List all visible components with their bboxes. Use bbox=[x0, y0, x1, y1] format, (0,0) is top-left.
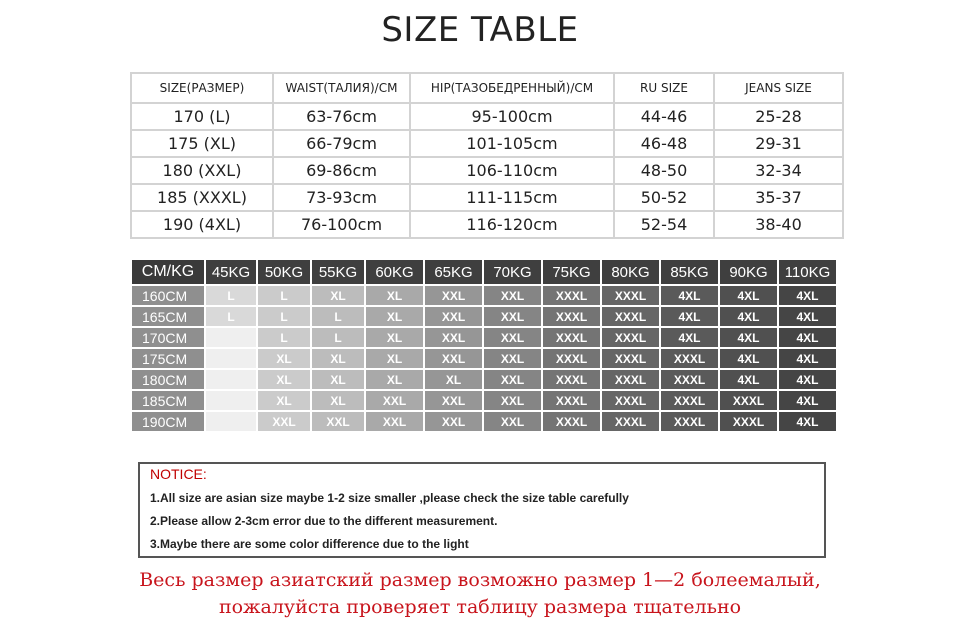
grid-row bbox=[132, 328, 836, 347]
ru-size-cell: 46-48 bbox=[614, 130, 714, 157]
grid-size-cell: XXL bbox=[484, 328, 541, 347]
waist-cell: 69-86cm bbox=[273, 157, 410, 184]
grid-size-cell: L bbox=[258, 328, 310, 347]
grid-weight-header: 55KG bbox=[312, 260, 364, 284]
grid-body bbox=[132, 286, 836, 431]
waist-cell: 63-76cm bbox=[273, 103, 410, 130]
grid-size-cell: 4XL bbox=[720, 370, 777, 389]
grid-size-cell: 4XL bbox=[779, 286, 836, 305]
weight-height-grid bbox=[130, 258, 838, 433]
grid-size-cell: XL bbox=[366, 370, 423, 389]
notice-line: 1.All size are asian size maybe 1-2 size smaller ,please check the size table carefully bbox=[150, 491, 629, 505]
grid-size-cell: XXL bbox=[425, 349, 482, 368]
hip-cell: 95-100cm bbox=[410, 103, 614, 130]
grid-size-cell: XXL bbox=[425, 307, 482, 326]
grid-size-cell: XXL bbox=[484, 370, 541, 389]
waist-cell: 73-93cm bbox=[273, 184, 410, 211]
size-cell: 175 (XL) bbox=[131, 130, 273, 157]
grid-size-cell: XXXL bbox=[602, 412, 659, 431]
grid-size-cell: XXXL bbox=[602, 286, 659, 305]
notice-box bbox=[138, 462, 826, 558]
hip-cell: 101-105cm bbox=[410, 130, 614, 157]
grid-size-cell: XXXL bbox=[602, 370, 659, 389]
notice-title: NOTICE: bbox=[150, 466, 207, 482]
grid-size-cell: XXL bbox=[312, 412, 364, 431]
size-table bbox=[130, 72, 844, 239]
grid-row bbox=[132, 391, 836, 410]
grid-size-cell: 4XL bbox=[720, 286, 777, 305]
ru-size-cell: 48-50 bbox=[614, 157, 714, 184]
grid-row bbox=[132, 349, 836, 368]
grid-size-cell: XL bbox=[312, 349, 364, 368]
grid-size-cell: XXXL bbox=[602, 328, 659, 347]
grid-size-cell bbox=[206, 370, 256, 389]
grid-weight-header: 75KG bbox=[543, 260, 600, 284]
grid-size-cell: 4XL bbox=[720, 349, 777, 368]
weight-height-grid-container bbox=[130, 258, 838, 433]
grid-size-cell: XXXL bbox=[543, 349, 600, 368]
grid-row bbox=[132, 307, 836, 326]
grid-size-cell: XXL bbox=[366, 412, 423, 431]
grid-weight-header: 45KG bbox=[206, 260, 256, 284]
grid-size-cell: 4XL bbox=[779, 370, 836, 389]
grid-size-cell: XXXL bbox=[602, 307, 659, 326]
grid-size-cell: XXL bbox=[425, 328, 482, 347]
russian-note-line-2: пожалуйста проверяет таблицу размера тщательно bbox=[218, 596, 742, 618]
grid-size-cell: XXL bbox=[484, 307, 541, 326]
grid-size-cell bbox=[206, 349, 256, 368]
grid-size-cell: XL bbox=[366, 307, 423, 326]
grid-size-cell: XL bbox=[258, 349, 310, 368]
grid-size-cell: XL bbox=[258, 370, 310, 389]
grid-size-cell: XXL bbox=[366, 391, 423, 410]
grid-size-cell: XXL bbox=[258, 412, 310, 431]
size-header: SIZE(РАЗМЕР) bbox=[131, 73, 273, 103]
jeans-size-header: JEANS SIZE bbox=[714, 73, 843, 103]
grid-size-cell: 4XL bbox=[661, 328, 718, 347]
grid-size-cell: XXL bbox=[484, 286, 541, 305]
grid-height-label: 160CM bbox=[132, 286, 204, 305]
size-cell: 185 (XXXL) bbox=[131, 184, 273, 211]
table-row bbox=[131, 157, 843, 184]
grid-row bbox=[132, 370, 836, 389]
grid-size-cell: XL bbox=[366, 328, 423, 347]
grid-size-cell: XL bbox=[312, 370, 364, 389]
grid-weight-header: 60KG bbox=[366, 260, 423, 284]
grid-size-cell: L bbox=[258, 307, 310, 326]
grid-size-cell: XXL bbox=[425, 391, 482, 410]
grid-height-label: 180CM bbox=[132, 370, 204, 389]
grid-size-cell: 4XL bbox=[720, 328, 777, 347]
grid-size-cell: XL bbox=[425, 370, 482, 389]
jeans-size-cell: 29-31 bbox=[714, 130, 843, 157]
page-title: SIZE TABLE bbox=[381, 10, 579, 50]
ru-size-cell: 50-52 bbox=[614, 184, 714, 211]
size-cell: 170 (L) bbox=[131, 103, 273, 130]
table-row bbox=[131, 103, 843, 130]
grid-size-cell: XXXL bbox=[602, 391, 659, 410]
grid-weight-header: 65KG bbox=[425, 260, 482, 284]
grid-size-cell bbox=[206, 412, 256, 431]
jeans-size-cell: 25-28 bbox=[714, 103, 843, 130]
size-cell: 190 (4XL) bbox=[131, 211, 273, 238]
grid-size-cell bbox=[206, 391, 256, 410]
grid-size-cell: XXL bbox=[425, 286, 482, 305]
waist-cell: 66-79cm bbox=[273, 130, 410, 157]
grid-height-label: 170CM bbox=[132, 328, 204, 347]
grid-size-cell: XL bbox=[366, 349, 423, 368]
grid-size-cell: XXXL bbox=[543, 391, 600, 410]
notice-line: 3.Maybe there are some color difference due to the light bbox=[150, 537, 469, 551]
grid-size-cell: XXXL bbox=[661, 391, 718, 410]
grid-size-cell: XXXL bbox=[661, 370, 718, 389]
grid-size-cell: XXL bbox=[484, 391, 541, 410]
grid-size-cell: XL bbox=[312, 286, 364, 305]
table-row bbox=[131, 184, 843, 211]
jeans-size-cell: 38-40 bbox=[714, 211, 843, 238]
grid-size-cell: L bbox=[206, 286, 256, 305]
size-table-header-row bbox=[131, 73, 843, 103]
grid-size-cell: 4XL bbox=[720, 307, 777, 326]
grid-size-cell: XXXL bbox=[720, 412, 777, 431]
ru-size-cell: 52-54 bbox=[614, 211, 714, 238]
grid-size-cell: 4XL bbox=[661, 286, 718, 305]
waist-header: WAIST(ТАЛИЯ)/CM bbox=[273, 73, 410, 103]
grid-size-cell: 4XL bbox=[779, 307, 836, 326]
size-cell: 180 (XXL) bbox=[131, 157, 273, 184]
grid-size-cell: XXXL bbox=[602, 349, 659, 368]
grid-header-row bbox=[132, 260, 836, 284]
grid-row bbox=[132, 412, 836, 431]
grid-size-cell: L bbox=[206, 307, 256, 326]
grid-size-cell: 4XL bbox=[779, 412, 836, 431]
grid-size-cell bbox=[206, 328, 256, 347]
grid-size-cell: XXXL bbox=[720, 391, 777, 410]
grid-size-cell: XL bbox=[312, 391, 364, 410]
grid-height-label: 190CM bbox=[132, 412, 204, 431]
russian-note-line-1: Весь размер азиатский размер возможно размер 1—2 болеемалый, bbox=[139, 569, 821, 591]
ru-size-cell: 44-46 bbox=[614, 103, 714, 130]
grid-size-cell: 4XL bbox=[779, 391, 836, 410]
hip-cell: 116-120cm bbox=[410, 211, 614, 238]
grid-size-cell: 4XL bbox=[661, 307, 718, 326]
grid-weight-header: 90KG bbox=[720, 260, 777, 284]
grid-height-label: 185CM bbox=[132, 391, 204, 410]
grid-size-cell: XXXL bbox=[543, 370, 600, 389]
grid-weight-header: 50KG bbox=[258, 260, 310, 284]
waist-cell: 76-100cm bbox=[273, 211, 410, 238]
hip-cell: 106-110cm bbox=[410, 157, 614, 184]
jeans-size-cell: 35-37 bbox=[714, 184, 843, 211]
grid-size-cell: XXXL bbox=[543, 307, 600, 326]
jeans-size-cell: 32-34 bbox=[714, 157, 843, 184]
grid-size-cell: XXL bbox=[484, 412, 541, 431]
grid-size-cell: 4XL bbox=[779, 349, 836, 368]
grid-weight-header: 85KG bbox=[661, 260, 718, 284]
grid-size-cell: XXXL bbox=[543, 286, 600, 305]
grid-weight-header: 80KG bbox=[602, 260, 659, 284]
grid-size-cell: XL bbox=[258, 391, 310, 410]
grid-corner-label: CM/KG bbox=[132, 260, 204, 284]
hip-header: HIP(ТАЗОБЕДРЕННЫЙ)/CM bbox=[410, 73, 614, 103]
grid-size-cell: XXXL bbox=[543, 412, 600, 431]
grid-size-cell: 4XL bbox=[779, 328, 836, 347]
grid-size-cell: L bbox=[258, 286, 310, 305]
hip-cell: 111-115cm bbox=[410, 184, 614, 211]
grid-size-cell: XXL bbox=[484, 349, 541, 368]
table-row bbox=[131, 211, 843, 238]
grid-size-cell: L bbox=[312, 307, 364, 326]
grid-height-label: 175CM bbox=[132, 349, 204, 368]
notice-line: 2.Please allow 2-3cm error due to the different measurement. bbox=[150, 514, 498, 528]
grid-size-cell: XXL bbox=[425, 412, 482, 431]
grid-size-cell: XXXL bbox=[543, 328, 600, 347]
grid-size-cell: XXXL bbox=[661, 349, 718, 368]
ru-size-header: RU SIZE bbox=[614, 73, 714, 103]
grid-size-cell: XL bbox=[366, 286, 423, 305]
grid-weight-header: 70KG bbox=[484, 260, 541, 284]
grid-weight-header: 110KG bbox=[779, 260, 836, 284]
grid-size-cell: XXXL bbox=[661, 412, 718, 431]
grid-size-cell: L bbox=[312, 328, 364, 347]
table-row bbox=[131, 130, 843, 157]
grid-height-label: 165CM bbox=[132, 307, 204, 326]
grid-row bbox=[132, 286, 836, 305]
